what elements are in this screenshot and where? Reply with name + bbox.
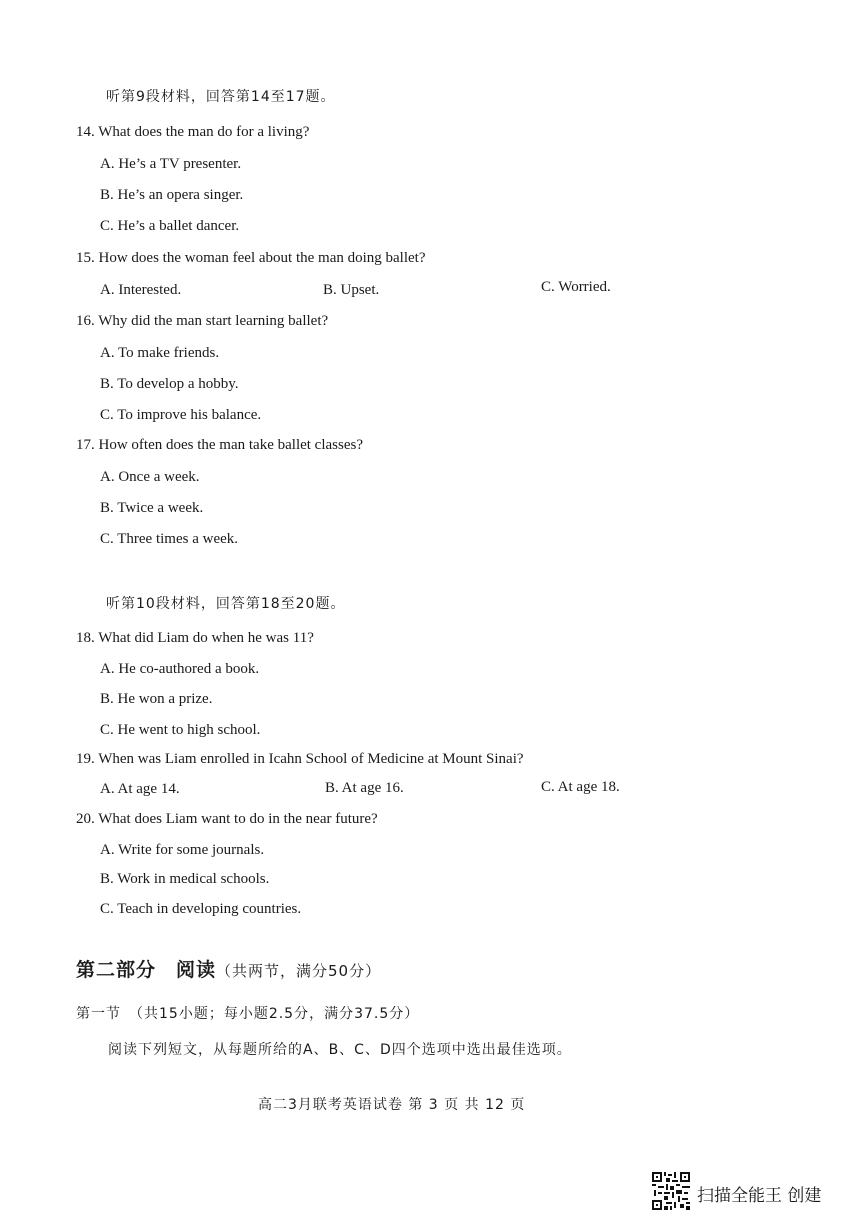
question-15-option-b: B. Upset. <box>323 282 380 298</box>
question-19-option-c: C. At age 18. <box>541 779 620 795</box>
question-18-stem: 18. What did Liam do when he was 11? <box>76 630 314 646</box>
question-14-option-c: C. He’s a ballet dancer. <box>100 218 240 234</box>
question-14-stem: 14. What does the man do for a living? <box>76 124 310 140</box>
question-17-option-c: C. Three times a week. <box>100 531 239 547</box>
part2-subtitle: （共两节，满分50分） <box>216 962 382 980</box>
question-19-option-a: A. At age 14. <box>100 781 180 797</box>
question-20-option-b: B. Work in medical schools. <box>100 871 270 887</box>
question-20-option-c: C. Teach in developing countries. <box>100 901 302 917</box>
part2-title: 第二部分 阅读 <box>76 959 217 981</box>
page-footer: 高二3月联考英语试卷 第 3 页 共 12 页 <box>258 1097 526 1113</box>
qr-code-icon <box>652 1172 690 1210</box>
question-15-stem: 15. How does the woman feel about the man doing ballet? <box>76 250 426 266</box>
section9-intro: 听第9段材料，回答第14至17题。 <box>106 89 336 105</box>
question-16-stem: 16. Why did the man start learning ballet? <box>76 313 329 329</box>
part2-heading <box>76 961 381 980</box>
question-16-option-a: A. To make friends. <box>100 345 220 361</box>
question-20-stem: 20. What does Liam want to do in the near future? <box>76 811 378 827</box>
reading-instruction: 阅读下列短文，从每题所给的A、B、C、D四个选项中选出最佳选项。 <box>108 1042 572 1058</box>
question-15-option-a: A. Interested. <box>100 282 182 298</box>
question-15-option-c: C. Worried. <box>541 279 611 295</box>
section10-intro: 听第10段材料，回答第18至20题。 <box>106 596 346 612</box>
question-14-option-a: A. He’s a TV presenter. <box>100 156 242 172</box>
question-20-option-a: A. Write for some journals. <box>100 842 265 858</box>
question-17-option-b: B. Twice a week. <box>100 500 204 516</box>
question-16-option-b: B. To develop a hobby. <box>100 376 239 392</box>
question-19-stem: 19. When was Liam enrolled in Icahn School of Medicine at Mount Sinai? <box>76 751 524 767</box>
scanner-watermark-label: 扫描全能王 创建 <box>697 1186 822 1206</box>
question-18-option-c: C. He went to high school. <box>100 722 261 738</box>
section1-heading: 第一节 （共15小题；每小题2.5分，满分37.5分） <box>76 1006 420 1022</box>
question-18-option-b: B. He won a prize. <box>100 691 213 707</box>
question-16-option-c: C. To improve his balance. <box>100 407 262 423</box>
question-18-option-a: A. He co-authored a book. <box>100 661 260 677</box>
question-14-option-b: B. He’s an opera singer. <box>100 187 244 203</box>
question-17-stem: 17. How often does the man take ballet classes? <box>76 437 363 453</box>
question-17-option-a: A. Once a week. <box>100 469 200 485</box>
question-19-option-b: B. At age 16. <box>325 780 404 796</box>
